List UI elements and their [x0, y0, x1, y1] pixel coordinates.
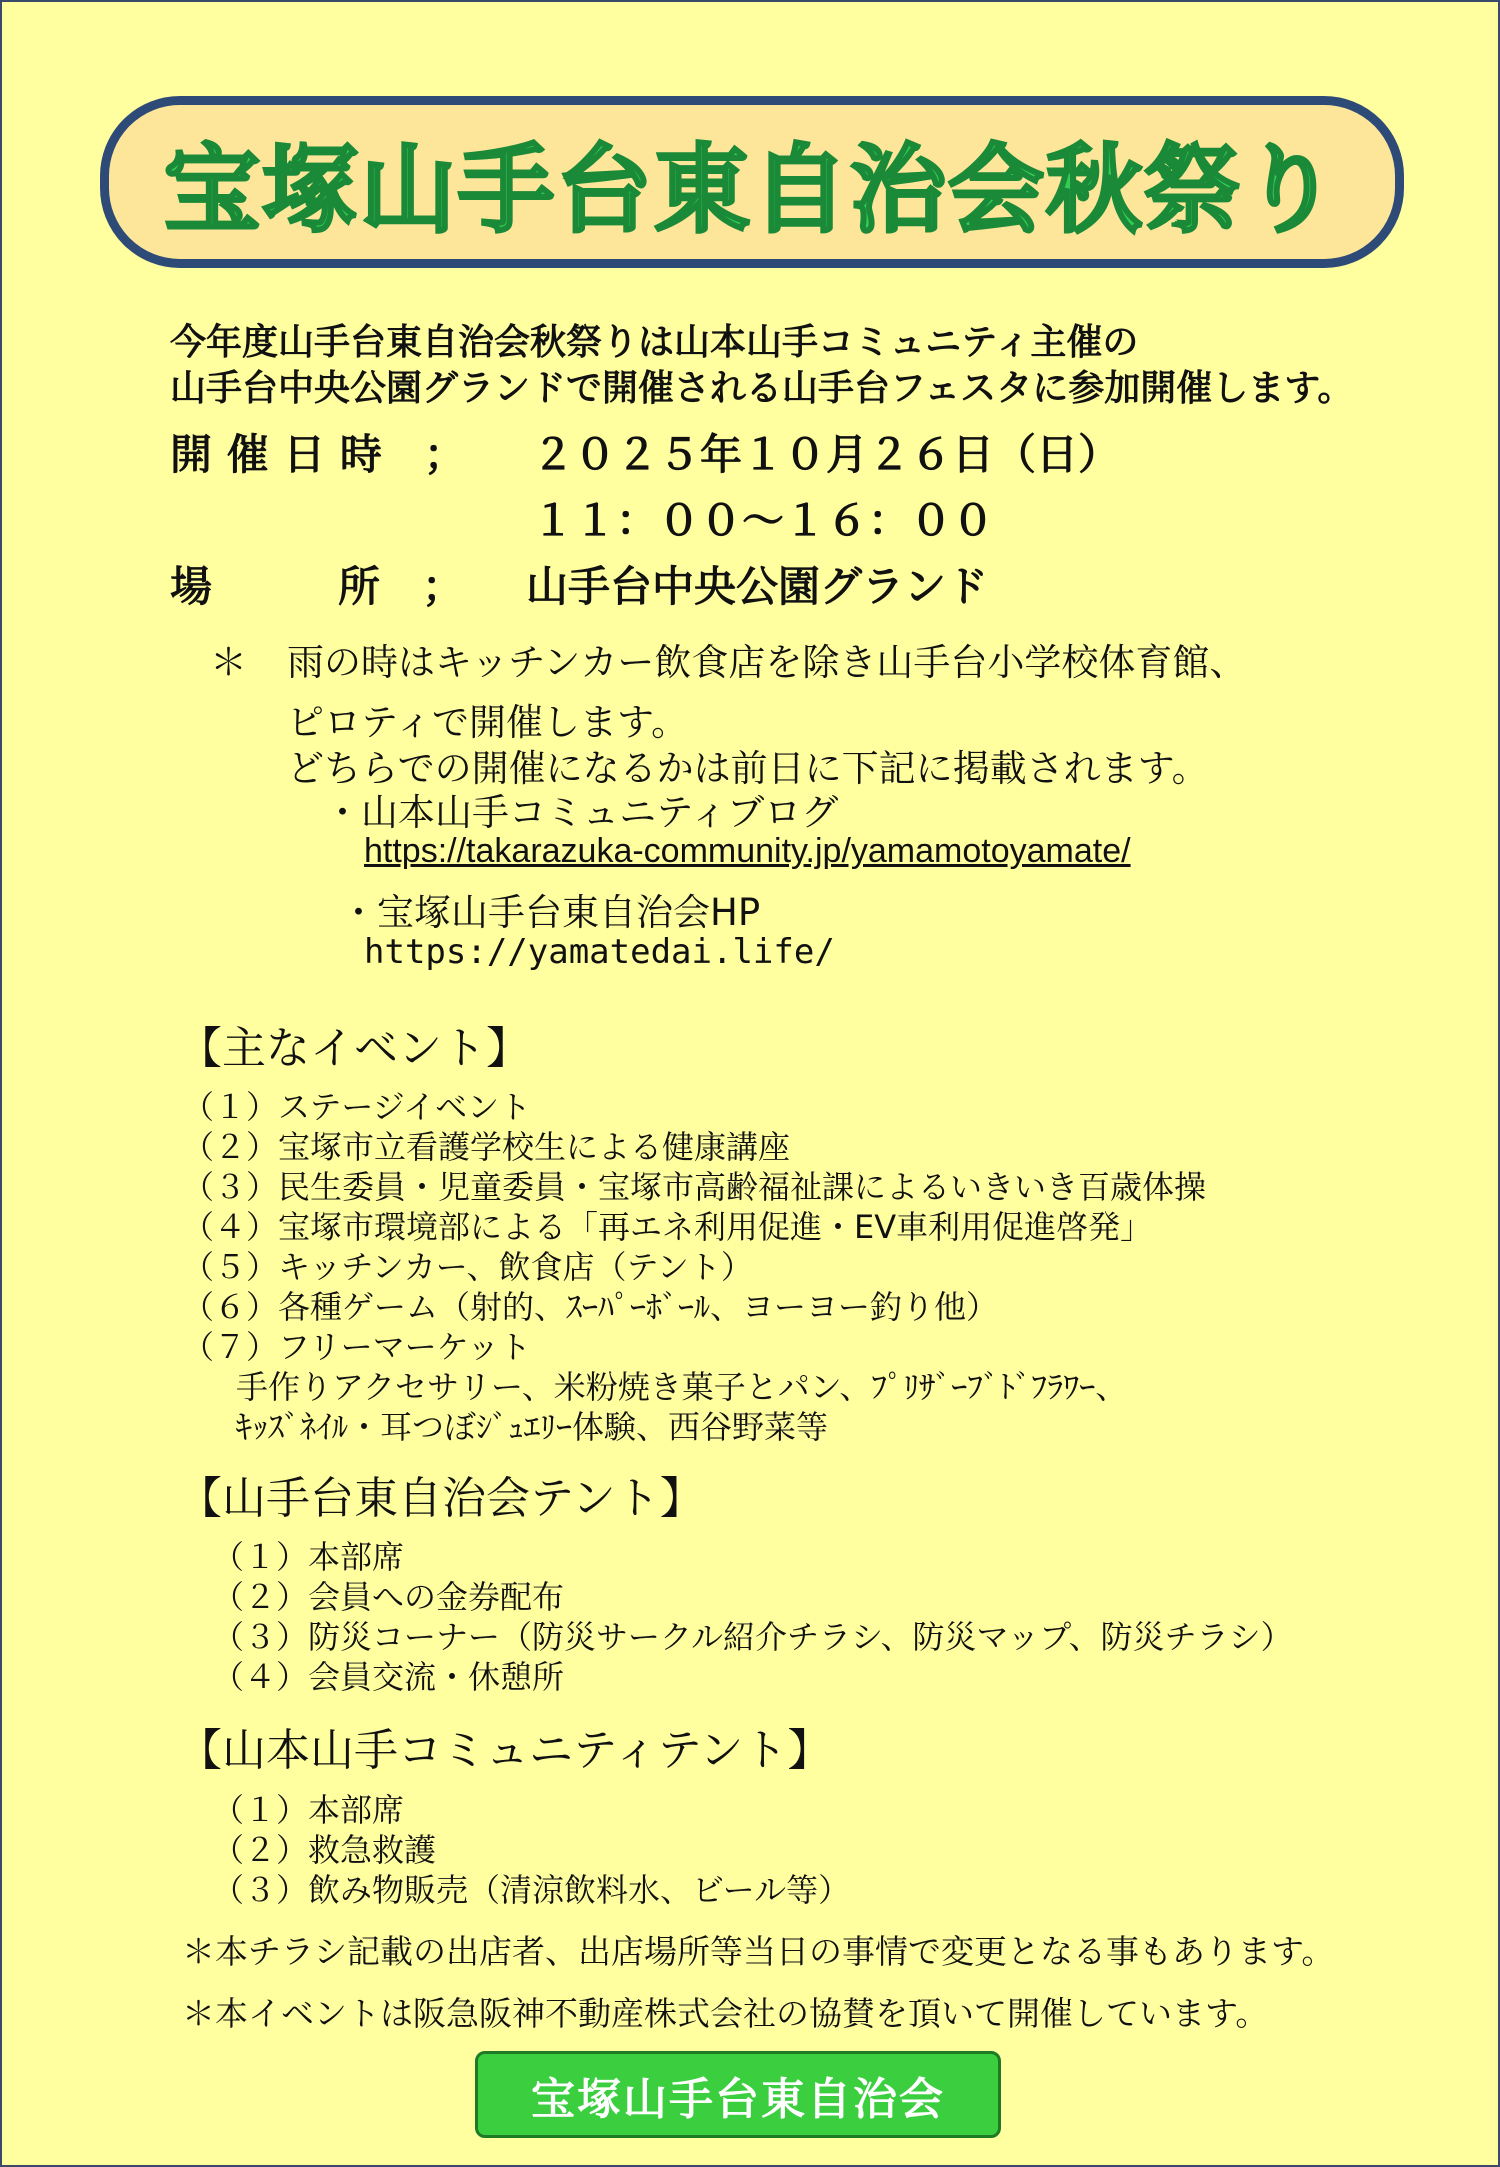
time-value: １１：００～１６：００	[532, 496, 995, 545]
tent-community-heading: 【山本山手コミュニティテント】	[178, 1725, 832, 1776]
intro-line-2: 山手台中央公園グランドで開催される山手台フェスタに参加開催します。	[170, 367, 1354, 409]
event-item: （５）キッチンカー、飲食店（テント）	[182, 1248, 753, 1286]
rain-note-line-2: ピロティで開催します。	[287, 701, 689, 744]
rain-note-line-1: 雨の時はキッチンカー飲食店を除き山手台小学校体育館、	[287, 641, 1247, 684]
event-item: （６）各種ゲーム（射的、ｽｰﾊﾟｰﾎﾞｰﾙ、ヨーヨー釣り他）	[182, 1288, 999, 1326]
organizer-badge	[475, 2051, 1001, 2138]
tent-east-item: （２）会員への金券配布	[212, 1578, 565, 1616]
title-banner	[100, 96, 1404, 268]
event-item: （２）宝塚市立看護学校生による健康講座	[182, 1128, 791, 1166]
rain-note-mark: ＊	[210, 641, 247, 684]
date-value: ２０２５年１０月２６日（日）	[532, 430, 1121, 479]
tent-east-item: （１）本部席	[212, 1538, 405, 1576]
event-item: （４）宝塚市環境部による「再エネ利用促進・EV車利用促進啓発」	[182, 1208, 1153, 1246]
tent-east-heading: 【山手台東自治会テント】	[178, 1473, 704, 1524]
source-label-blog: ・山本山手コミュニティブログ	[324, 791, 839, 834]
rain-note-line-3: どちらでの開催になるかは前日に下記に掲載されます。	[287, 747, 1209, 790]
event-item: （３）民生委員・児童委員・宝塚市高齢福祉課によるいきいき百歳体操	[182, 1168, 1207, 1206]
tent-east-item: （４）会員交流・休憩所	[212, 1658, 565, 1696]
source-label-hp: ・宝塚山手台東自治会HP	[340, 891, 761, 934]
tent-community-item: （２）救急救護	[212, 1831, 437, 1869]
source-link-blog[interactable]: https://takarazuka-community.jp/yamamotoyamate/	[364, 832, 1131, 870]
tent-east-item: （３）防災コーナー（防災サークル紹介チラシ、防災マップ、防災チラシ）	[212, 1618, 1293, 1656]
page-title: 宝塚山手台東自治会秋祭り	[164, 133, 1340, 246]
event-item-detail: 手作りアクセサリー、米粉焼き菓子とパン、ﾌﾟﾘｻﾞｰﾌﾞﾄﾞﾌﾗﾜｰ、	[236, 1368, 1128, 1406]
source-link-hp[interactable]: https://yamatedai.life/	[364, 932, 835, 972]
note-sponsor: ＊本イベントは阪急阪神不動産株式会社の協賛を頂いて開催しています。	[182, 1994, 1269, 2033]
tent-community-item: （１）本部席	[212, 1791, 405, 1829]
place-value: 山手台中央公園グランド	[526, 562, 989, 611]
intro-line-1: 今年度山手台東自治会秋祭りは山本山手コミュニティ主催の	[170, 321, 1139, 363]
place-label: 場 所 ；	[170, 562, 465, 611]
organizer-name: 宝塚山手台東自治会	[531, 2073, 945, 2125]
note-change: ＊本チラシ記載の出店者、出店場所等当日の事情で変更となる事もあります。	[182, 1932, 1335, 1971]
event-item: （７）フリーマーケット	[182, 1328, 532, 1366]
events-heading: 【主なイベント】	[178, 1023, 530, 1074]
event-item-detail: ｷｯｽﾞﾈｲﾙ・耳つぼｼﾞｭｴﾘｰ体験、西谷野菜等	[236, 1408, 829, 1446]
tent-community-item: （３）飲み物販売（清涼飲料水、ビール等）	[212, 1871, 851, 1909]
date-label: 開 催 日 時 ；	[170, 430, 466, 479]
event-item: （１）ステージイベント	[182, 1088, 532, 1126]
